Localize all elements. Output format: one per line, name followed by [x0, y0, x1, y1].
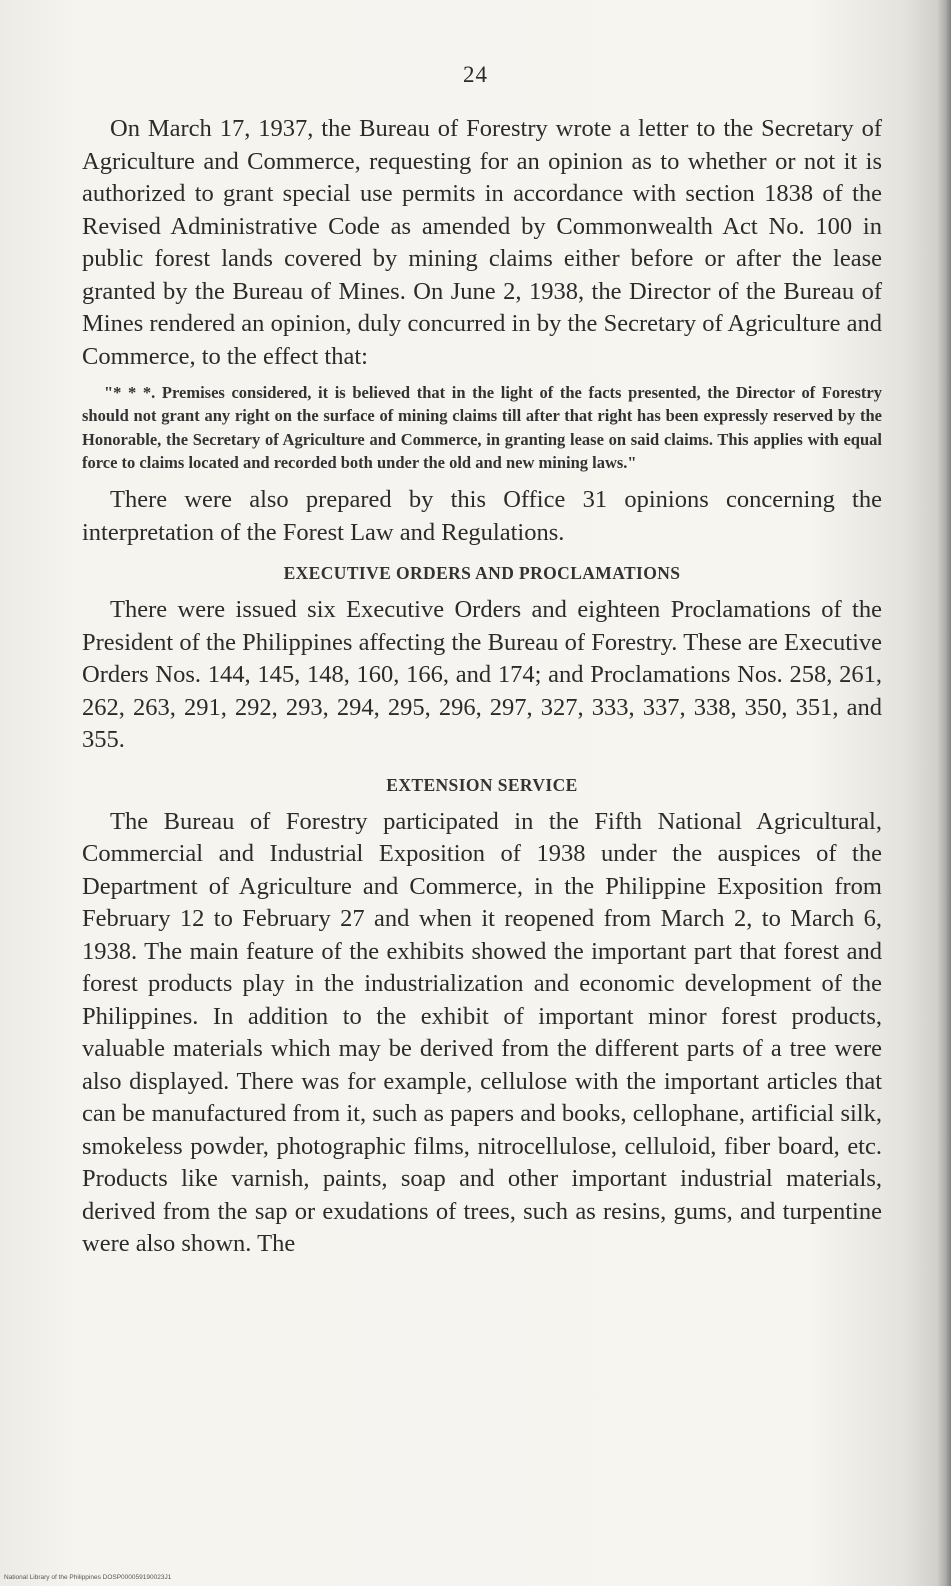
paragraph-opinions: There were also prepared by this Office 31 opinions concerning the interpretation of the Forest Law and Regulations.	[82, 486, 882, 546]
paragraph-bureau-letter: On March 17, 1937, the Bureau of Forestry wrote a letter to the Secretary of Agriculture and Commerce, requesting for an opinion as to whether or not it is authorized to grant special use permits in accordance with section 1838 of the Revised Administrative Code as amended by Commonwealth Act No. 100 in public forest lands covered by mining claims either before or after the lease granted by the Bureau of Mines. On June 2, 1938, the Director of the Bureau of Mines rendered an opinion, duly concurred in by the Secretary of Agriculture and Commerce, to the effect that:	[82, 115, 882, 370]
document-body	[82, 113, 882, 1261]
page-edge-shadow	[937, 0, 951, 1586]
quoted-opinion: "* * *. Premises considered, it is believed that in the light of the facts presented, the Director of Forestry should not grant any right on the surface of mining claims till after that right has been expressly reserved by the Honorable, the Secretary of Agriculture and Commerce, in granting lease on said claims. This applies with equal force to claims located and recorded both under the old and new mining laws."	[82, 383, 882, 472]
section-heading-extension-service: EXTENSION SERVICE	[386, 774, 578, 795]
scan-footer: National Library of the Philippines DOSP000059190023J1	[4, 1574, 172, 1581]
section-heading-executive-orders: EXECUTIVE ORDERS AND PROCLAMATIONS	[283, 563, 681, 584]
page-number: 24	[463, 62, 488, 87]
paragraph-extension-service: The Bureau of Forestry participated in the Fifth National Agricultural, Commercial and Industrial Exposition of 1938 under the auspices of the Department of Agriculture and Commerce, in the Philippine Exposition from February 12 to February 27 and when it reopened from March 2, to March 6, 1938. The main feature of the exhibits showed the important part that forest and forest products play in the industrialization and economic development of the Philippines. In addition to the exhibit of important minor forest products, valuable materials which may be derived from the different parts of a tree were also displayed. There was for example, cellulose with the important articles that can be manufactured from it, such as papers and books, cellophane, artificial silk, smokeless powder, photographic films, nitrocellulose, celluloid, fiber board, etc. Products like varnish, paints, soap and other important industrial materials, derived from the sap or exudations of trees, such as resins, gums, and turpentine were also shown. The	[82, 807, 882, 1258]
paragraph-executive-orders: There were issued six Executive Orders and eighteen Proclamations of the President of the Philippines affecting the Bureau of Forestry. These are Executive Orders Nos. 144, 145, 148, 160, 166, and 174; and Proclamations Nos. 258, 261, 262, 263, 291, 292, 293, 294, 295, 296, 297, 327, 333, 337, 338, 350, 351, and 355.	[82, 596, 882, 754]
